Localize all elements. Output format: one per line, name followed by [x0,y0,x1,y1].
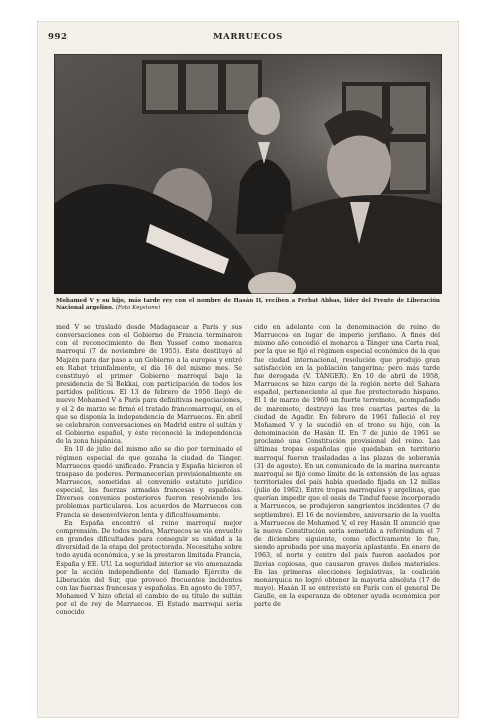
page [38,22,458,717]
article-body [56,324,440,709]
paragraph: En 10 de julio del mismo año se dio por terminado el régimen especial de que gozaba la ciudad de Tánger. Marruecos quedó unificado. Francia y España hicieron el traspaso de poderes. Permanecerían provisionalmente en Marruecos, sometidas al convenido estatuto jurídico especial, las fuerzas armadas francesas y españolas. Diversos convenios posteriores fueron resolviendo los problemas particulares. Los acuerdos de Marruecos con Francia se desenvolvieron lenta y dificultosamente. [56,446,242,519]
text-column-right [254,324,440,709]
text-column-left [56,324,242,709]
photograph [54,54,442,294]
paragraph: cido en adelante con la denominación de reino de Marruecos en lugar de imperio jerifiano. A fines del mismo año concedió el monarca a Tánger una Carta real, por la que se fijó el régimen especial económico de la que fue ciudad internacional, resolución que produjo gran satisfacción en la población tangerina; pero más tarde fue derogada (V. TÁNGER). En 10 de abril de 1958, Marruecos se hizo cargo de la región norte del Sahara español, perteneciente al que fue protectorado hispano. El 1 de marzo de 1960 un fuerte terremoto, acompañado de maremoto, destruyó las tres cuartas partes de la ciudad de Agadir. En febrero de 1961 falleció el rey Mohamed V y le sucedió en el trono su hijo, con la denominación de Hasán II. En 7 de junio de 1961 se proclamó una Constitución provisional del reino. Las últimas tropas españolas que quedaban en territorio marroquí fueron trasladadas a las plazas de soberanía (31 de agosto). En un comunicado de la marina mercante marroquí se fijó como límite de la extensión de las aguas territoriales del país había quedado fijada en 12 millas (julio de 1962). Entre tropas marroquíes y argelinas, que querían impedir que el oasis de Tinduf fuese incorporado a Marruecos, se produjeron sangrientos incidentes (7 de septiembre). El 16 de noviembre, aniversario de la vuelta a Marruecos de Mohamed V, el rey Hasán II anunció que la nueva Constitución sería sometida a referéndum el 7 de diciembre siguiente, como efectivamente lo fue, siendo aprobada por una mayoría aplastante. En enero de 1963, el norte y centro del país fueron asolados por lluvias copiosas, que causaron graves daños materiales. En las primeras elecciones legislativas, la coalición monárquica no logró obtener la mayoría absoluta (17 de mayo). Hasán II se entrevistó en París con el general De Gaulle, en la esperanza de obtener ayuda económica por parte de [254,324,440,609]
paragraph: med V se trasladó desde Madagascar a París y sus conversaciones con el Gobierno de Francia terminaron con el reconocimiento de Ben Yussef como monarca marroquí (7 de noviembre de 1955). Este destituyó al Majzén para dar paso a un Gobierno a la europea y entró en Rabat triunfalmente, el día 16 del mismo mes. Se constituyó el primer Gobierno marroquí bajo la presidencia de Si Bekkai, con participación de todos los partidos políticos. El 13 de febrero de 1956 llegó de nuevo Mohamed V a París para definitivas negociaciones, y el 2 de marzo se firmó el tratado francomarroquí, en el que se disponía la independencia de Marruecos. En abril se celebraron conversaciones en Madrid entre el sultán y el Gobierno español, y éste reconoció la independencia de la zona hispánica. [56,324,242,446]
photo-caption [56,298,440,312]
photo-illustration [54,54,442,294]
photo-credit: (Foto Keystone) [115,305,161,311]
page-number: 992 [48,32,68,42]
running-title: MARRUECOS [213,32,283,42]
paragraph: En España encontró el reino marroquí mejor comprensión. De todos modos, Marruecos se vio envuelto en grandes dificultades para conseguir su unidad a la diversidad de la etapa del protectorado. Necesitaba sobre todo ayuda económica, y se la prestaron limitada Francia, España y EE. UU. La seguridad interior se vio amenazada por la acción independiente del llamado Ejército de Liberación del Sur, que provocó frecuentes incidentes con las fuerzas francesas y españolas. En agosto de 1957, Mohamed V hizo oficial el cambio de su título de sultán por el de rey de Marruecos. El Estado marroquí sería conocido [56,519,242,617]
caption-text: Mohamed V y su hijo, más tarde rey con el nombre de Hasán II, reciben a Ferhat Abbas, líder del Frente de Liberación Nacional argelino. [56,298,440,311]
running-header [48,32,448,46]
